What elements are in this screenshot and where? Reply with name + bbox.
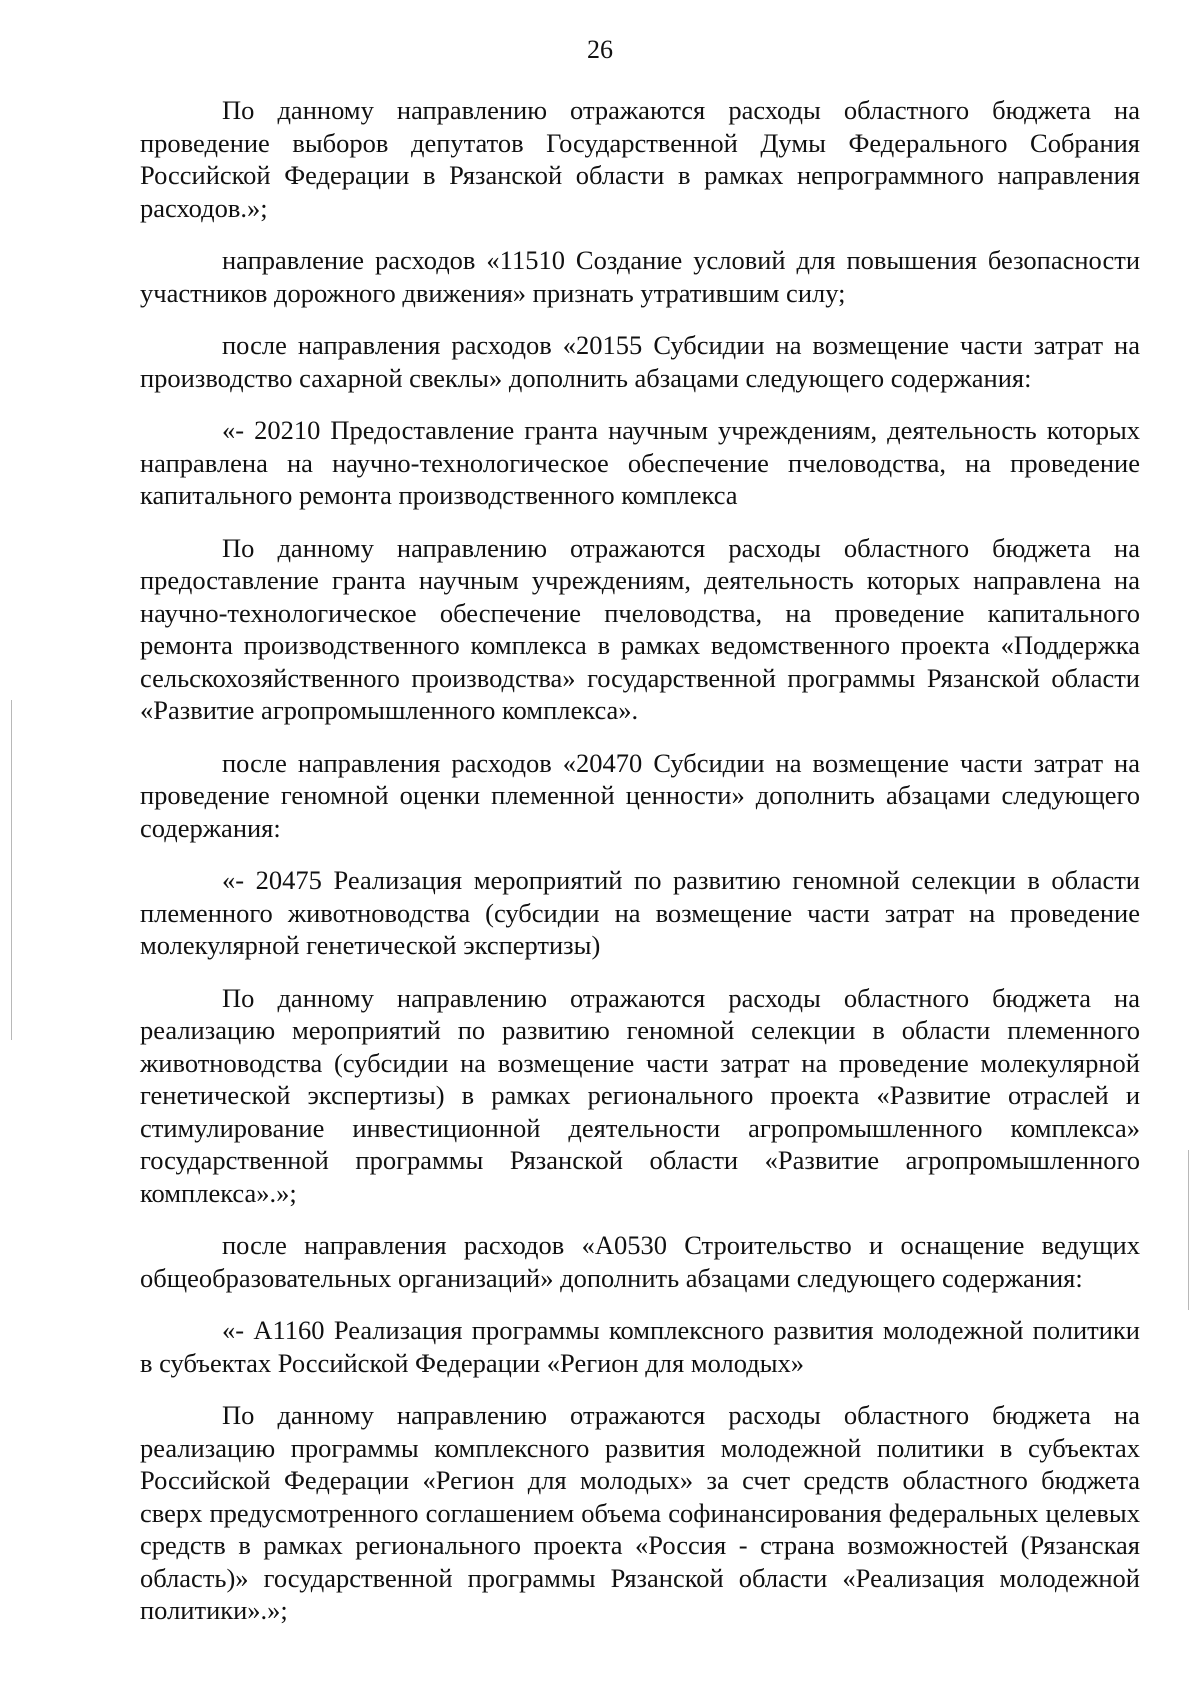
paragraph-8: По данному направлению отражаются расходы областного бюджета на реализацию мероприятий по развитию геномной селекции в области племенного животноводства (субсидии на возмещение части затрат на проведение молекулярной генетической экспертизы) в рамках регионального проекта «Развитие отраслей и стимулирование инвестиционной деятельности агропромышленного комплекса» государственной программы Рязанской области «Развитие агропромышленного комплекса».»; <box>140 982 1140 1208</box>
paragraph-5: По данному направлению отражаются расходы областного бюджета на предоставление гранта научным учреждениям, деятельность которых направлена на научно-технологическое обеспечение пчеловодства, на проведение капитального ремонта производственного комплекса в рамках ведомственного проекта «Поддержка сельскохозяйственного производства» государственной программы Рязанской области «Развитие агропромышленного комплекса». <box>140 532 1140 725</box>
paragraph-9: после направления расходов «А0530 Строительство и оснащение ведущих общеобразовательных организаций» дополнить абзацами следующего содержания: <box>140 1230 1140 1293</box>
paragraph-4: «- 20210 Предоставление гранта научным учреждениям, деятельность которых направлена на научно-технологическое обеспечение пчеловодства, на проведение капитального ремонта производственного комплекса <box>140 415 1140 510</box>
paragraph-2: направление расходов «11510 Создание условий для повышения безопасности участников дорожного движения» признать утратившим силу; <box>140 245 1140 308</box>
paragraph-11: По данному направлению отражаются расходы областного бюджета на реализацию программы комплексного развития молодежной политики в субъектах Российской Федерации «Регион для молодых» за счет средств областного бюджета сверх предусмотренного соглашением объема софинансирования федеральных целевых средств в рамках регионального проекта «Россия - страна возможностей (Рязанская область)» государственной программы Рязанской области «Реализация молодежной политики».»; <box>140 1400 1140 1625</box>
scan-edge-mark-right <box>1188 1150 1189 1310</box>
paragraph-7: «- 20475 Реализация мероприятий по развитию геномной селекции в области племенного животноводства (субсидии на возмещение части затрат на проведение молекулярной генетической экспертизы) <box>140 865 1140 960</box>
paragraph-10: «- А1160 Реализация программы комплексного развития молодежной политики в субъектах Российской Федерации «Регион для молодых» <box>140 1315 1140 1378</box>
document-body <box>140 94 1140 1647</box>
page-number: 26 <box>587 35 613 64</box>
paragraph-6: после направления расходов «20470 Субсидии на возмещение части затрат на проведение геномной оценки племенной ценности» дополнить абзацами следующего содержания: <box>140 747 1140 843</box>
paragraph-3: после направления расходов «20155 Субсидии на возмещение части затрат на производство сахарной свеклы» дополнить абзацами следующего содержания: <box>140 330 1140 393</box>
paragraph-1: По данному направлению отражаются расходы областного бюджета на проведение выборов депутатов Государственной Думы Федерального Собрания Российской Федерации в Рязанской области в рамках непрограммного направления расходов.»; <box>140 95 1140 223</box>
scan-edge-mark-left <box>11 700 12 1040</box>
